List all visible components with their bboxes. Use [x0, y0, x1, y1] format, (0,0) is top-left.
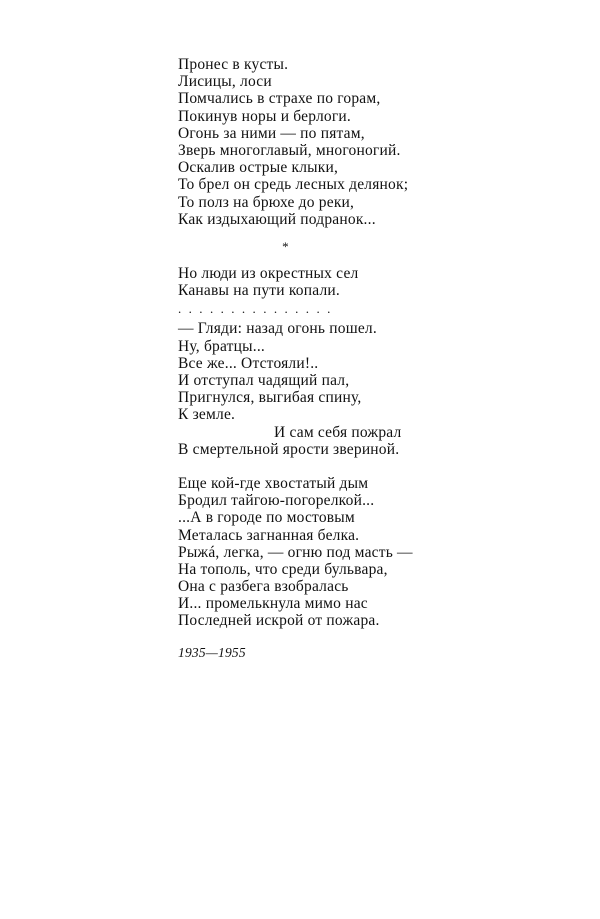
poem-line: И... промелькнула мимо нас	[178, 595, 368, 613]
poem-line: Оскалив острые клыки,	[178, 159, 339, 177]
stanza-1	[178, 56, 438, 228]
poem-line: Ну, братцы...	[178, 337, 265, 355]
poem-line: Еще кой-где хвостатый дым	[178, 474, 369, 492]
poem-line: Рыжá, легка, — огню под масть —	[178, 543, 413, 561]
poem-line: К земле.	[178, 406, 236, 424]
section-separator: *	[282, 238, 289, 254]
stanza-3	[178, 320, 438, 458]
poem-line: Огонь за ними — по пятам,	[178, 124, 365, 142]
poem-line: ...А в городе по мостовым	[178, 509, 355, 527]
poem-line: То полз на брюхе до реки,	[178, 193, 355, 211]
poem-line: — Гляди: назад огонь пошел.	[178, 320, 377, 338]
poem-page	[178, 56, 438, 661]
poem-line: Последней искрой от пожара.	[178, 612, 380, 630]
omission-dots: ...............	[178, 301, 338, 317]
poem-line: На тополь, что среди бульвара,	[178, 560, 388, 578]
poem-line: Пригнулся, выгибая спину,	[178, 389, 362, 407]
poem-line: В смертельной ярости звериной.	[178, 440, 400, 458]
poem-line: Металась загнанная белка.	[178, 526, 360, 544]
poem-line: То брел он средь лесных делянок;	[178, 176, 409, 194]
poem-line: Бродил тайгою-погорелкой...	[178, 492, 375, 510]
poem-line: Канавы на пути копали.	[178, 282, 340, 300]
stanza-2	[178, 265, 438, 299]
poem-line: Пронес в кусты.	[178, 56, 289, 73]
stanza-gap	[178, 458, 438, 475]
poem-line: Помчались в страхе по горам,	[178, 90, 381, 108]
stanza-4	[178, 475, 438, 630]
poem-line: Но люди из окрестных сел	[178, 265, 359, 283]
poem-line: Зверь многоглавый, многоногий.	[178, 141, 401, 159]
poem-line: И отступал чадящий пал,	[178, 372, 350, 390]
poem-line: Она с разбега взобралась	[178, 578, 349, 596]
poem-line: Все же... Отстояли!..	[178, 354, 319, 372]
poem-line-indented: И сам себя пожрал	[274, 423, 402, 441]
poem-line: Лисицы, лоси	[178, 73, 272, 91]
poem-line: Покинув норы и берлоги.	[178, 107, 351, 125]
poem-line: Как издыхающий подранок...	[178, 210, 376, 228]
poem-date: 1935—1955	[178, 644, 246, 660]
